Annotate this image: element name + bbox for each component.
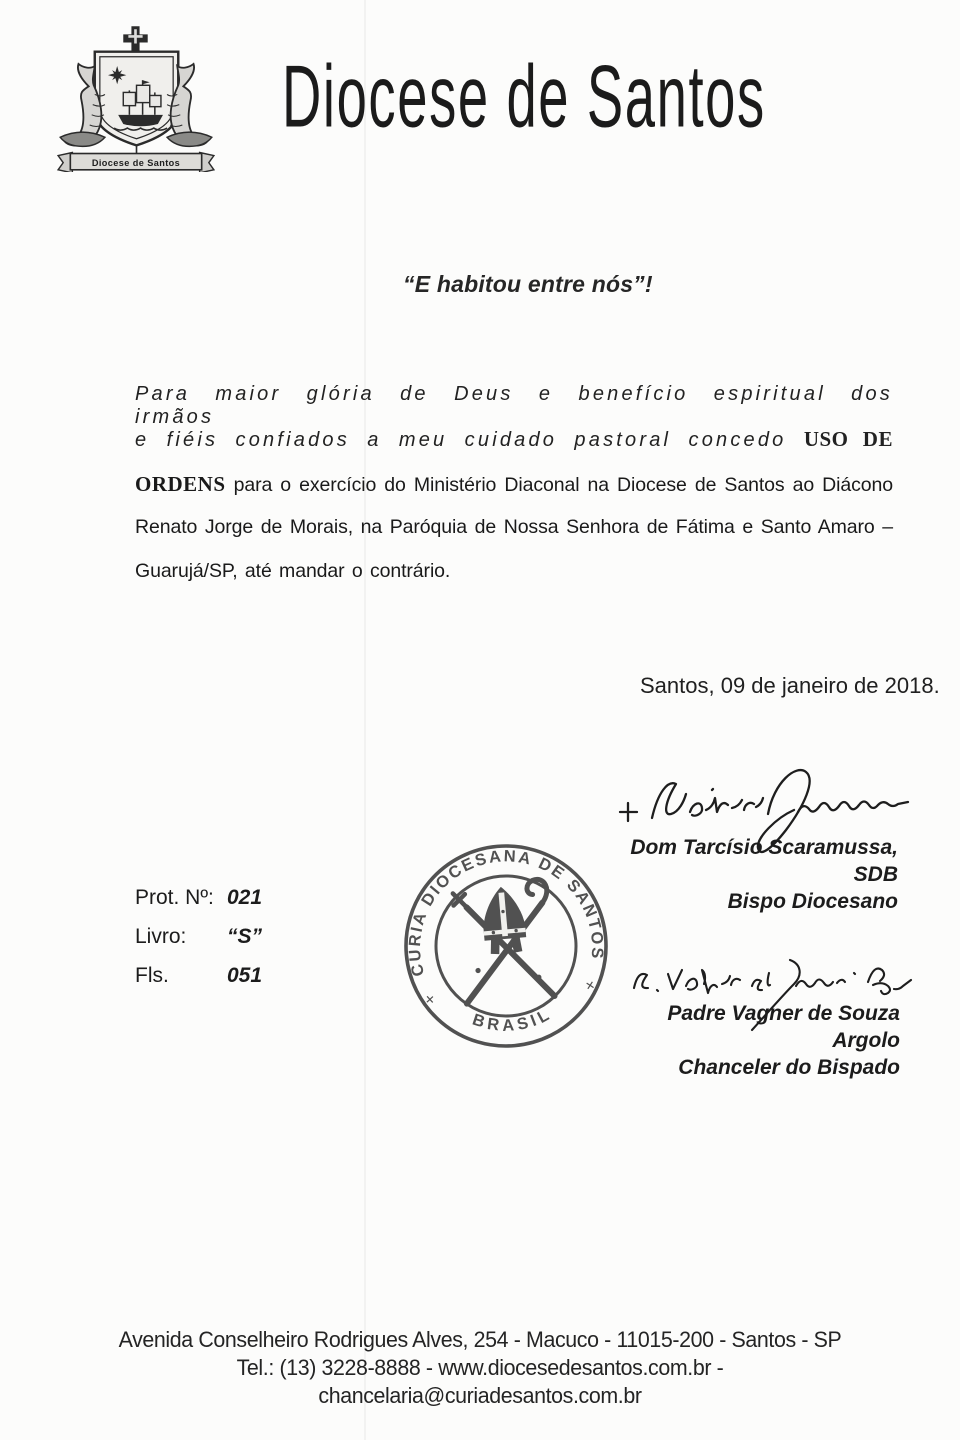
footer-contact: Tel.: (13) 3228-8888 - www.diocesedesantos.com.br -: [236, 1355, 724, 1380]
protocol-row-livro: [135, 925, 262, 949]
body-line-3: [135, 472, 893, 504]
body-line-3-text: para o exercício do Ministério Diaconal na Diocese de Santos ao Diácono: [233, 474, 893, 496]
footer-block: [24, 1326, 936, 1410]
livro-value: “S”: [227, 925, 263, 948]
ordens-bold: ORDENS: [135, 472, 226, 496]
chancellor-signature-block: [600, 1000, 900, 1081]
fls-value: 051: [227, 964, 263, 987]
stamp-bottom-text: BRASIL: [470, 1004, 556, 1036]
chancellor-name: Padre Vagner de Souza Argolo: [667, 1002, 900, 1052]
stamp-top-text: CURIA DIOCESANA DE SANTOS: [405, 847, 607, 979]
livro-label: Livro:: [135, 925, 187, 948]
bishop-title: Bispo Diocesano: [727, 890, 898, 913]
chancellor-title: Chanceler do Bispado: [678, 1056, 900, 1079]
protocol-block: [135, 886, 262, 1003]
cross-icon: [123, 26, 147, 50]
body-line-1: Para maior glória de Deus e benefício espiritual dos irmãos: [135, 383, 893, 428]
crest-banner-text: Diocese de Santos: [91, 158, 181, 169]
uso-de-bold: USO DE: [803, 427, 893, 451]
date-line: Santos, 09 de janeiro de 2018.: [640, 673, 940, 698]
body-line-2: [135, 427, 893, 459]
bishop-name: Dom Tarcísio Scaramussa, SDB: [630, 836, 898, 886]
curia-stamp: [389, 829, 623, 1063]
prot-value: 021: [227, 886, 263, 909]
stamp-cross-left: +: [419, 989, 441, 1010]
svg-text:BRASIL: [469, 1004, 557, 1039]
page-title: Diocese de Santos: [282, 47, 766, 147]
protocol-row-prot: [135, 886, 262, 910]
body-line-5: Guarujá/SP, até mandar o contrário.: [135, 560, 451, 582]
footer-email: chancelaria@curiadesantos.com.br: [318, 1383, 642, 1408]
opening-quote: “E habitou entre nós”!: [403, 271, 653, 297]
protocol-row-fls: [135, 964, 262, 988]
body-line-4: Renato Jorge de Morais, na Paróquia de Nossa Senhora de Fátima e Santo Amaro –: [135, 516, 893, 538]
body-line-2-text: e fiéis confiados a meu cuidado pastoral concedo: [135, 429, 787, 451]
diocese-crest: [52, 22, 220, 172]
fls-label: Fls.: [135, 964, 169, 987]
prot-label: Prot. Nº:: [135, 886, 214, 909]
bishop-signature-block: [598, 834, 898, 915]
banner-ribbon: [58, 152, 214, 172]
footer-address: Avenida Conselheiro Rodrigues Alves, 254 - Macuco - 11015-200 - Santos - SP: [118, 1327, 842, 1352]
stamp-cross-right: +: [580, 974, 600, 997]
scan-artifact-line: [364, 0, 366, 1440]
